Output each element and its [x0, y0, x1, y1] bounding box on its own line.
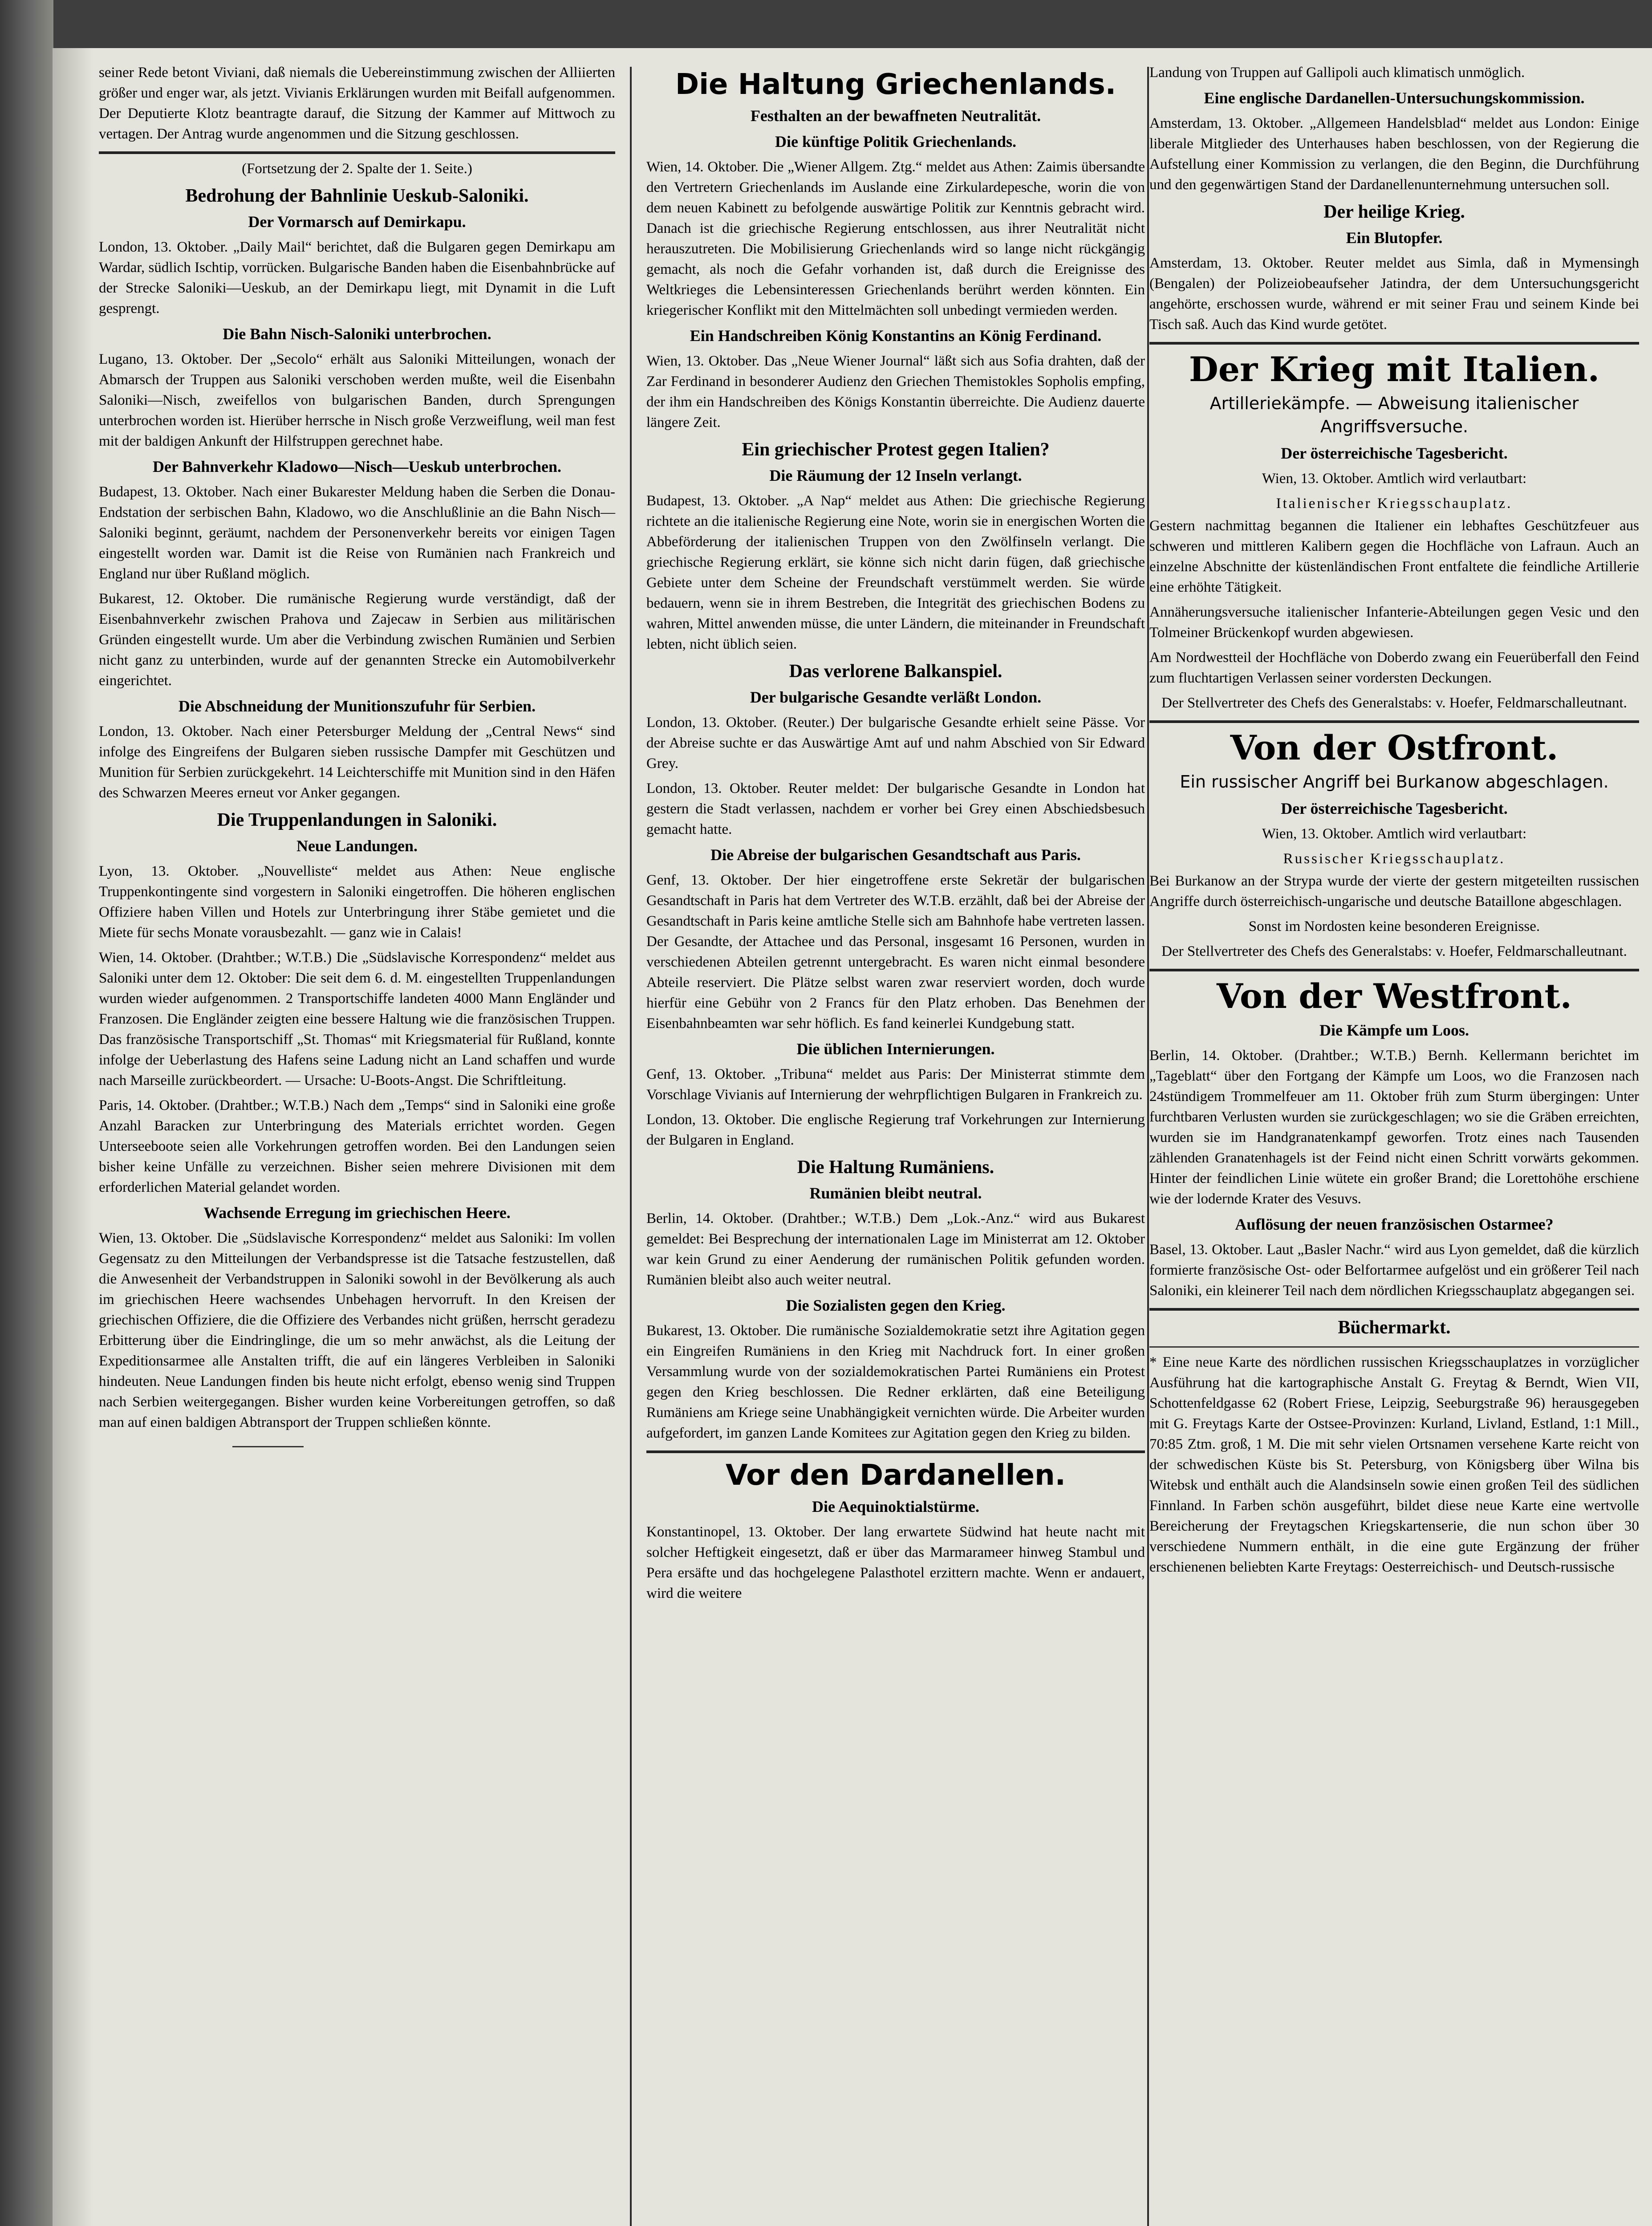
paragraph-handschreiben: Wien, 13. Oktober. Das „Neue Wiener Journal“ läßt sich aus Sofia drahten, daß der Zar Ferdinand in besonderer Audienz den Griechen Themistokles Sopholis empfing, der ihm ein Handschreiben des Königs Konstantin überreichte. Die Audienz dauerte längere Zeit.: [646, 353, 1145, 431]
subhead-neutral: Rumänien bleibt neutral.: [809, 1184, 982, 1202]
section-rule: [1149, 969, 1639, 971]
headline-westfront: Von der Westfront.: [1216, 976, 1572, 1016]
paragraph-amsterdam: Amsterdam, 13. Oktober. „Allgemeen Handelsblad“ meldet aus London: Einige liberale Mitglieder des Unterhauses haben beschlossen, von der Regierung die Aufstellung einer Kommission zu verlangen, die den Beginn, die Durchführung und den gegenwärtigen Stand der Dardanellenunternehmung untersuchen soll.: [1149, 115, 1639, 193]
column-3: [1149, 62, 1639, 1582]
subheadline-italien: Artilleriekämpfe. — Abweisung italienischer Angriffsversuche.: [1210, 394, 1579, 436]
paragraph-lyon: Lyon, 13. Oktober. „Nouvelliste“ meldet aus Athen: Neue englische Truppenkontingente sind vorgestern in Saloniki eingetroffen. Die höheren englischen Offiziere haben Villen und Hotels zur Unterbringung ihrer Stäbe gemietet und die Miete für sechs Monate vorausbezahlt. — ganz wie in Calais!: [99, 863, 615, 941]
dateline-wien-ru: Wien, 13. Oktober. Amtlich wird verlautbart:: [1262, 826, 1527, 842]
paragraph-berlin: Berlin, 14. Oktober. (Drahtber.; W.T.B.) Dem „Lok.-Anz.“ wird aus Bukarest gemeldet: Bei Besprechung der internationalen Lage im Ministerrat am 12. Oktober war kein Grund zu einer Aenderung der rumänischen Politik gefunden worden. Rumänien bleibt also auch weiter neutral.: [646, 1210, 1145, 1288]
section-rule: [646, 1450, 1145, 1453]
schauplatz-russland: Russischer Kriegsschauplatz.: [1283, 851, 1506, 867]
paragraph-sozialisten: Bukarest, 13. Oktober. Die rumänische Sozialdemokratie setzt ihre Agitation gegen ein Eingreifen Rumäniens in den Krieg mit Nachdruck fort. In einer großen Versammlung wurde von der sozialdemokratischen Partei Rumäniens ein Protest gegen den Krieg beschlossen. Die Redner erklärten, daß eine Beteiligung Rumäniens am Kriege seine Unabhängigkeit vernichten würde. Die Arbeiter wurden aufgefordert, im ganzen Lande Komitees zur Agitation gegen den Krieg zu bilden.: [646, 1323, 1145, 1441]
section-rule: [1149, 720, 1639, 723]
paragraph-basel: Basel, 13. Oktober. Laut „Basler Nachr.“ wird aus Lyon gemeldet, daß die kürzlich formierte französische Ost- oder Belfortarmee aufgelöst und ein größerer Teil nach Saloniki, ein kleinerer Teil nach dem nördlichen Kriegsschauplatz abgegangen sei.: [1149, 1242, 1639, 1299]
paragraph-loos: Berlin, 14. Oktober. (Drahtber.; W.T.B.) Bernh. Kellermann berichtet im „Tageblatt“ über den Fortgang der Kämpfe um Loos, wo die Franzosen nach 24stündigem Trommelfeuer am 11. Oktober früh zum Sturm übergingen: Unter furchtbaren Verlusten wurden sie zurückgeschlagen; wo sie die Gräben erreichten, wurden sie im Handgranatenkampf geworfen. Trotz eines nach Tausenden zählenden Granatenhagels ist der Feind nicht einen Schritt vorwärts gekommen. Hinter der feindlichen Linie wütete ein großer Brand; die Lorettohöhe erschiene wie der lodernde Krater des Vesuvs.: [1149, 1048, 1639, 1207]
article-intro: seiner Rede betont Viviani, daß niemals die Uebereinstimmung zwischen der Alliierten größer und enger war, als jetzt. Vivianis Erklärungen wurden mit Beifall aufgenommen. Der Deputierte Klotz beantragte darauf, die Sitzung der Kammer auf Mittwoch zu vertagen. Der Antrag wurde angenommen und die Sitzung geschlossen.: [99, 65, 615, 142]
subhead-tagesbericht-ru: Der österreichische Tagesbericht.: [1281, 800, 1508, 817]
paragraph-gallipoli: Landung von Truppen auf Gallipoli auch klimatisch unmöglich.: [1149, 65, 1525, 81]
paragraph-paris: Genf, 13. Oktober. Der hier eingetroffene erste Sekretär der bulgarischen Gesandtschaft in Paris hat dem Vertreter des W.T.B. erzählt, daß bei der Abreise der Gesandtschaft in Paris keine amtliche Stelle sich am Bahnhofe habe vertreten lassen. Der Gesandte, der Attachee und das Personal, insgesamt 16 Personen, wurden in verschiedenen Abteilen getrennt untergebracht. Es waren nicht einmal besondere Abteile reserviert. Die Plätze selbst waren zwar reserviert worden, doch wurde hierfür eine Gebühr von 2 Francs für den Platz erhoben. Das Benehmen der Eisenbahnbeamten war sehr höflich. Es fand keinerlei Kundgebung statt.: [646, 872, 1145, 1032]
book-spine: [0, 0, 53, 2226]
subhead-ostarmee: Auflösung der neuen französischen Ostarmee?: [1235, 1215, 1554, 1233]
paragraph-inseln: Budapest, 13. Oktober. „A Nap“ meldet aus Athen: Die griechische Regierung richtete an die italienische Regierung eine Note, worin sie in energischen Worten die Abbeförderung der italienischen Truppen von den Zwölfinseln verlangt. Die griechische Regierung erklärt, sie könne sich nicht darin fügen, daß griechische Gebiete unter dem Scheine der Freundschaft verstümmelt werden. Sie würde bedauern, wenn sie in ihrem Bestreben, die Integrität des griechischen Bodens zu wahren, Mittel anwenden müsse, die unter Ländern, die miteinander in Freundschaft lebten, nicht üblich seien.: [646, 493, 1145, 652]
subhead-stuerme: Die Aequinoktialstürme.: [812, 1498, 979, 1515]
paragraph-kladowo: Budapest, 13. Oktober. Nach einer Bukarester Meldung haben die Serben die Donau-Endstation der serbischen Bahn, Kladowo, wo die Anschlußlinie an die Bahn Nisch—Saloniki beginnt, geräumt, nachdem der Personenverkehr bereits vor einigen Tagen eingestellt worden war. Damit ist die Reise von Rumänien nach Frankreich und England nur über Rußland möglich.: [99, 484, 615, 582]
subhead-neue-landungen: Neue Landungen.: [296, 837, 418, 855]
subhead-politik: Die künftige Politik Griechenlands.: [775, 133, 1017, 150]
paragraph-erregung: Wien, 13. Oktober. Die „Südslavische Korrespondenz“ meldet aus Saloniki: Im vollen Gegensatz zu den Mitteilungen der Verbandspresse ist die Tatsache festzustellen, daß die Anwesenheit der Verbandstruppen in Saloniki sowohl in der Bevölkerung als auch im griechischen Heere wachsendes Unbehagen hervorruft. In den Kreisen der griechischen Offiziere, die die Offiziere des Verbandes nicht grüßen, herrscht geradezu Erbitterung über die Eindringlinge, die um so mehr anwächst, als die Leitung der Expeditionsarmee alle Anstalten trifft, die auf ein längeres Verbleiben in Saloniki hindeuten. Neue Landungen finden bis heute nicht erfolgt, ebenso wenig sind Truppen nach Serbien weitergegangen. Bisher wurden keine Vorbereitungen getroffen, so daß man auf einen baldigen Abtransport der Truppen schließen könnte.: [99, 1230, 615, 1430]
headline-ostfront: Von der Ostfront.: [1230, 728, 1559, 768]
section-rule-thin: [1149, 1346, 1639, 1348]
subhead-inseln: Die Räumung der 12 Inseln verlangt.: [769, 467, 1022, 484]
paragraph-russland-1: Bei Burkanow an der Strypa wurde der vierte der gestern mitgeteilten russischen Angriffe durch österreichisch-ungarische und deutsche Bataillone abgeschlagen.: [1149, 873, 1639, 910]
paragraph-bukarest: Bukarest, 12. Oktober. Die rumänische Regierung wurde verständigt, daß der Eisenbahnverkehr zwischen Prahova und Zajecaw in Serbien aus militärischen Gründen eingestellt wurde. Um aber die Verbindung zwischen Rumänien und Serbien nicht ganz zu unterbinden, wurde auf der genannten Strecke ein Automobilverkehr eingerichtet.: [99, 591, 615, 689]
paragraph-buechermarkt: * Eine neue Karte des nördlichen russischen Kriegsschauplatzes in vorzüglicher Ausführung hat die kartographische Anstalt G. Freytag & Berndt, Wien VII, Schottenfeldgasse 62 (Robert Friese, Leipzig, Seeburgstraße 96) herausgegeben mit G. Freytags Karte der Ostsee-Provinzen: Kurland, Livland, Estland, 1:1 Mill., 70:85 Ztm. groß, 1 M. Die mit sehr vielen Ortsnamen versehene Karte reicht von der schwedischen Küste bis St. Petersburg, von Königsberg über Wilna bis Witebsk und enthält auch die Alandsinseln sowie einen großen Teil des südlichen Finnland. In Farben schön ausgeführt, bildet diese neue Karte eine wertvolle Bereicherung der Freytagschen Kriegskartenserie, die nun schon über 30 verschiedene Nummern enthält, in die eine gute Ergänzung der früher erschienenen beliebten Karte Freytags: Oesterreichisch- und Deutsch-russische: [1149, 1354, 1639, 1575]
subhead-handschreiben: Ein Handschreiben König Konstantins an König Ferdinand.: [690, 327, 1102, 345]
column-rule-right: [1147, 67, 1149, 2226]
headline-griechenland: Die Haltung Griechenlands.: [675, 68, 1116, 101]
headline-protest: Ein griechischer Protest gegen Italien?: [742, 439, 1050, 460]
subhead-loos: Die Kämpfe um Loos.: [1319, 1021, 1469, 1039]
dateline-wien-it: Wien, 13. Oktober. Amtlich wird verlautbart:: [1262, 471, 1527, 487]
page-gutter-shadow: [53, 48, 93, 2226]
headline-buechermarkt: Büchermarkt.: [1338, 1317, 1451, 1338]
headline-truppenlandungen: Die Truppenlandungen in Saloniki.: [217, 810, 497, 830]
headline-heilige-krieg: Der heilige Krieg.: [1323, 202, 1465, 222]
paragraph-munition: London, 13. Oktober. Nach einer Petersburger Meldung der „Central News“ sind infolge des Eingreifens der Bulgaren sieben russische Dampfer mit Geschützen und Munition für Serbien zurückgekehrt. 14 Leichterschiffe mit Munition sind in den Häfen des Schwarzen Meeres erneut vor Anker gegangen.: [99, 723, 615, 801]
subhead-munition: Die Abschneidung der Munitionszufuhr für Serbien.: [178, 697, 536, 715]
schauplatz-italien: Italienischer Kriegsschauplatz.: [1276, 496, 1513, 512]
subhead-kommission: Eine englische Dardanellen-Untersuchungskommission.: [1204, 89, 1585, 107]
headline-bahnlinie: Bedrohung der Bahnlinie Ueskub-Saloniki.: [185, 186, 529, 206]
column-1: [99, 62, 615, 1447]
column-rule-left: [630, 67, 632, 2226]
headline-balkanspiel: Das verlorene Balkanspiel.: [789, 661, 1003, 682]
paragraph-konstantinopel: Konstantinopel, 13. Oktober. Der lang erwartete Südwind hat heute nacht mit solcher Heftigkeit eingesetzt, daß er über das Marmarameer hinweg Stambul und Pera ersäfte und das hochgelegene Palasthotel erzittern machte. Wenn er andauert, wird die weitere: [646, 1524, 1145, 1601]
section-rule: [1149, 1308, 1639, 1311]
paragraph-genf: Genf, 13. Oktober. „Tribuna“ meldet aus Paris: Der Ministerrat stimmte dem Vorschlage Vivianis auf Internierung der wehrpflichtigen Bulgaren in Frankreich zu.: [646, 1066, 1145, 1103]
subhead-erregung: Wachsende Erregung im griechischen Heere.: [203, 1204, 511, 1222]
signature-it: Der Stellvertreter des Chefs des Generalstabs: v. Hoefer, Feldmarschalleutnant.: [1161, 695, 1627, 711]
paragraph-wien: Wien, 14. Oktober. (Drahtber.; W.T.B.) Die „Südslavische Korrespondenz“ meldet aus Saloniki unter dem 12. Oktober: Die seit dem 6. d. M. eingestellten Truppenlandungen wurden wieder aufgenommen. 2 Transportschiffe landeten 4000 Mann Engländer und Franzosen. Die Engländer zeigten eine bessere Haltung wie die französischen Truppen. Das französische Transportschiff „St. Thomas“ mit Kriegsmaterial für Rußland, konnte infolge der Ueberlastung des Hafens seine Ladung nicht an Land schaffen und wurde nach Marseille zurückbeordert. — Ursache: U-Boots-Angst. Die Schriftleitung.: [99, 950, 615, 1089]
paragraph-politik: Wien, 14. Oktober. Die „Wiener Allgem. Ztg.“ meldet aus Athen: Zaimis übersandte den Vertretern Griechenlands im Auslande eine Zirkulardepesche, worin die von dem neuen Kabinett zu befolgende auswärtige Politik zur Kenntnis gebracht wird. Danach ist die griechische Regierung entschlossen, aus ihrer Neutralität nicht herauszutreten. Die Mobilisierung Griechenlands wird so lange nicht rückgängig gemacht, als noch die Gefahr vorhanden ist, daß durch die Ereignisse des Weltkrieges die Lebensinteressen Griechenlands berührt werden könnten. Ein kriegerischer Konflikt mit den Mittelmächten soll unbedingt vermieden werden.: [646, 159, 1145, 318]
subhead-kladowo: Der Bahnverkehr Kladowo—Nisch—Ueskub unterbrochen.: [152, 458, 562, 475]
headline-italien: Der Krieg mit Italien.: [1189, 349, 1600, 389]
signature-ru: Der Stellvertreter des Chefs des Generalstabs: v. Hoefer, Feldmarschalleutnant.: [1161, 943, 1627, 959]
end-rule: [232, 1446, 304, 1447]
section-rule: [99, 151, 615, 154]
paragraph-simla: Amsterdam, 13. Oktober. Reuter meldet aus Simla, daß in Mymensingh (Bengalen) der Polizeiobeaufseher Jatindra, der dem Untersuchungsgericht angehörte, erschossen wurde, während er mit seiner Frau und seinem Kinde bei Tisch saß. Auch das Kind wurde getötet.: [1149, 255, 1639, 333]
paragraph-paris: Paris, 14. Oktober. (Drahtber.; W.T.B.) Nach dem „Temps“ sind in Saloniki eine große Anzahl Baracken zur Unterbringung des Materials errichtet worden. Gegen Unterseeboote seien alle Vorkehrungen getroffen worden. Bei den Landungen seien bisher keine Unfälle zu verzeichnen. Bisher seien mehrere Divisionen mit dem erforderlichen Material gelandet worden.: [99, 1097, 615, 1195]
continuation-note: (Fortsetzung der 2. Spalte der 1. Seite.): [242, 161, 472, 177]
paragraph-italien-3: Am Nordwestteil der Hochfläche von Doberdo zwang ein Feuerüberfall den Feind zum fluchtartigen Verlassen seiner vordersten Deckungen.: [1149, 650, 1639, 686]
column-2: [646, 62, 1145, 1608]
section-rule: [1149, 342, 1639, 345]
subhead-gesandte: Der bulgarische Gesandte verläßt London.: [750, 688, 1042, 706]
subhead-demirkapu: Der Vormarsch auf Demirkapu.: [248, 213, 466, 231]
paragraph-gesandte-1: London, 13. Oktober. (Reuter.) Der bulgarische Gesandte erhielt seine Pässe. Vor der Abreise suchte er das Auswärtige Amt auf und nahm Abschied von Sir Edward Grey.: [646, 715, 1145, 772]
headline-dardanellen: Vor den Dardanellen.: [726, 1459, 1066, 1492]
paragraph-demirkapu: London, 13. Oktober. „Daily Mail“ berichtet, daß die Bulgaren gegen Demirkapu am Wardar, südlich Ischtip, vorrücken. Bulgarische Banden haben die Eisenbahnbrücke auf der Strecke Saloniki—Ueskub, an der Demirkapu liegt, mit Dynamit in die Luft gesprengt.: [99, 239, 615, 317]
subhead-sozialisten: Die Sozialisten gegen den Krieg.: [786, 1296, 1006, 1314]
paragraph-gesandte-2: London, 13. Oktober. Reuter meldet: Der bulgarische Gesandte in London hat gestern die Stadt verlassen, nachdem er vorher bei Grey einen Abschiedsbesuch gemacht hatte.: [646, 780, 1145, 837]
subhead-tagesbericht-it: Der österreichische Tagesbericht.: [1281, 444, 1508, 462]
paragraph-italien-1: Gestern nachmittag begannen die Italiener ein lebhaftes Geschützfeuer aus schweren und mittleren Kalibern gegen die Hochfläche von Lafraun. Auch an einzelne Abschnitte der küstenländischen Front entfaltete die feindliche Artillerie eine erhöhte Tätigkeit.: [1149, 518, 1639, 595]
paragraph-italien-2: Annäherungsversuche italienischer Infanterie-Abteilungen gegen Vesic und den Tolmeiner Brückenkopf wurden abgewiesen.: [1149, 604, 1639, 641]
subhead-blutopfer: Ein Blutopfer.: [1346, 229, 1443, 247]
paragraph-russland-2: Sonst im Nordosten keine besonderen Ereignisse.: [1248, 918, 1540, 934]
paragraph-nisch: Lugano, 13. Oktober. Der „Secolo“ erhält aus Saloniki Mitteilungen, wonach der Abmarsch der Truppen aus Saloniki verschoben werden mußte, weil die Eisenbahn Saloniki—Nisch, zweifellos von bulgarischen Banden, durch Sprengungen unterbrochen worden ist. Hierüber herrsche in Nisch große Verzweiflung, weil man fest mit der baldigen Ankunft der Hilfstruppen gerechnet habe.: [99, 351, 615, 449]
paragraph-london: London, 13. Oktober. Die englische Regierung traf Vorkehrungen zur Internierung der Bulgaren in England.: [646, 1112, 1145, 1148]
headline-rumaenien: Die Haltung Rumäniens.: [797, 1157, 994, 1178]
subhead-nisch: Die Bahn Nisch-Saloniki unterbrochen.: [223, 325, 491, 343]
subhead-paris: Die Abreise der bulgarischen Gesandtschaft aus Paris.: [710, 846, 1081, 864]
subheadline-neutralitaet: Festhalten an der bewaffneten Neutralität.: [750, 107, 1041, 125]
scan-border-top: [0, 0, 1652, 49]
subheadline-ostfront: Ein russischer Angriff bei Burkanow abgeschlagen.: [1180, 772, 1609, 792]
subhead-internierungen: Die üblichen Internierungen.: [796, 1040, 995, 1058]
